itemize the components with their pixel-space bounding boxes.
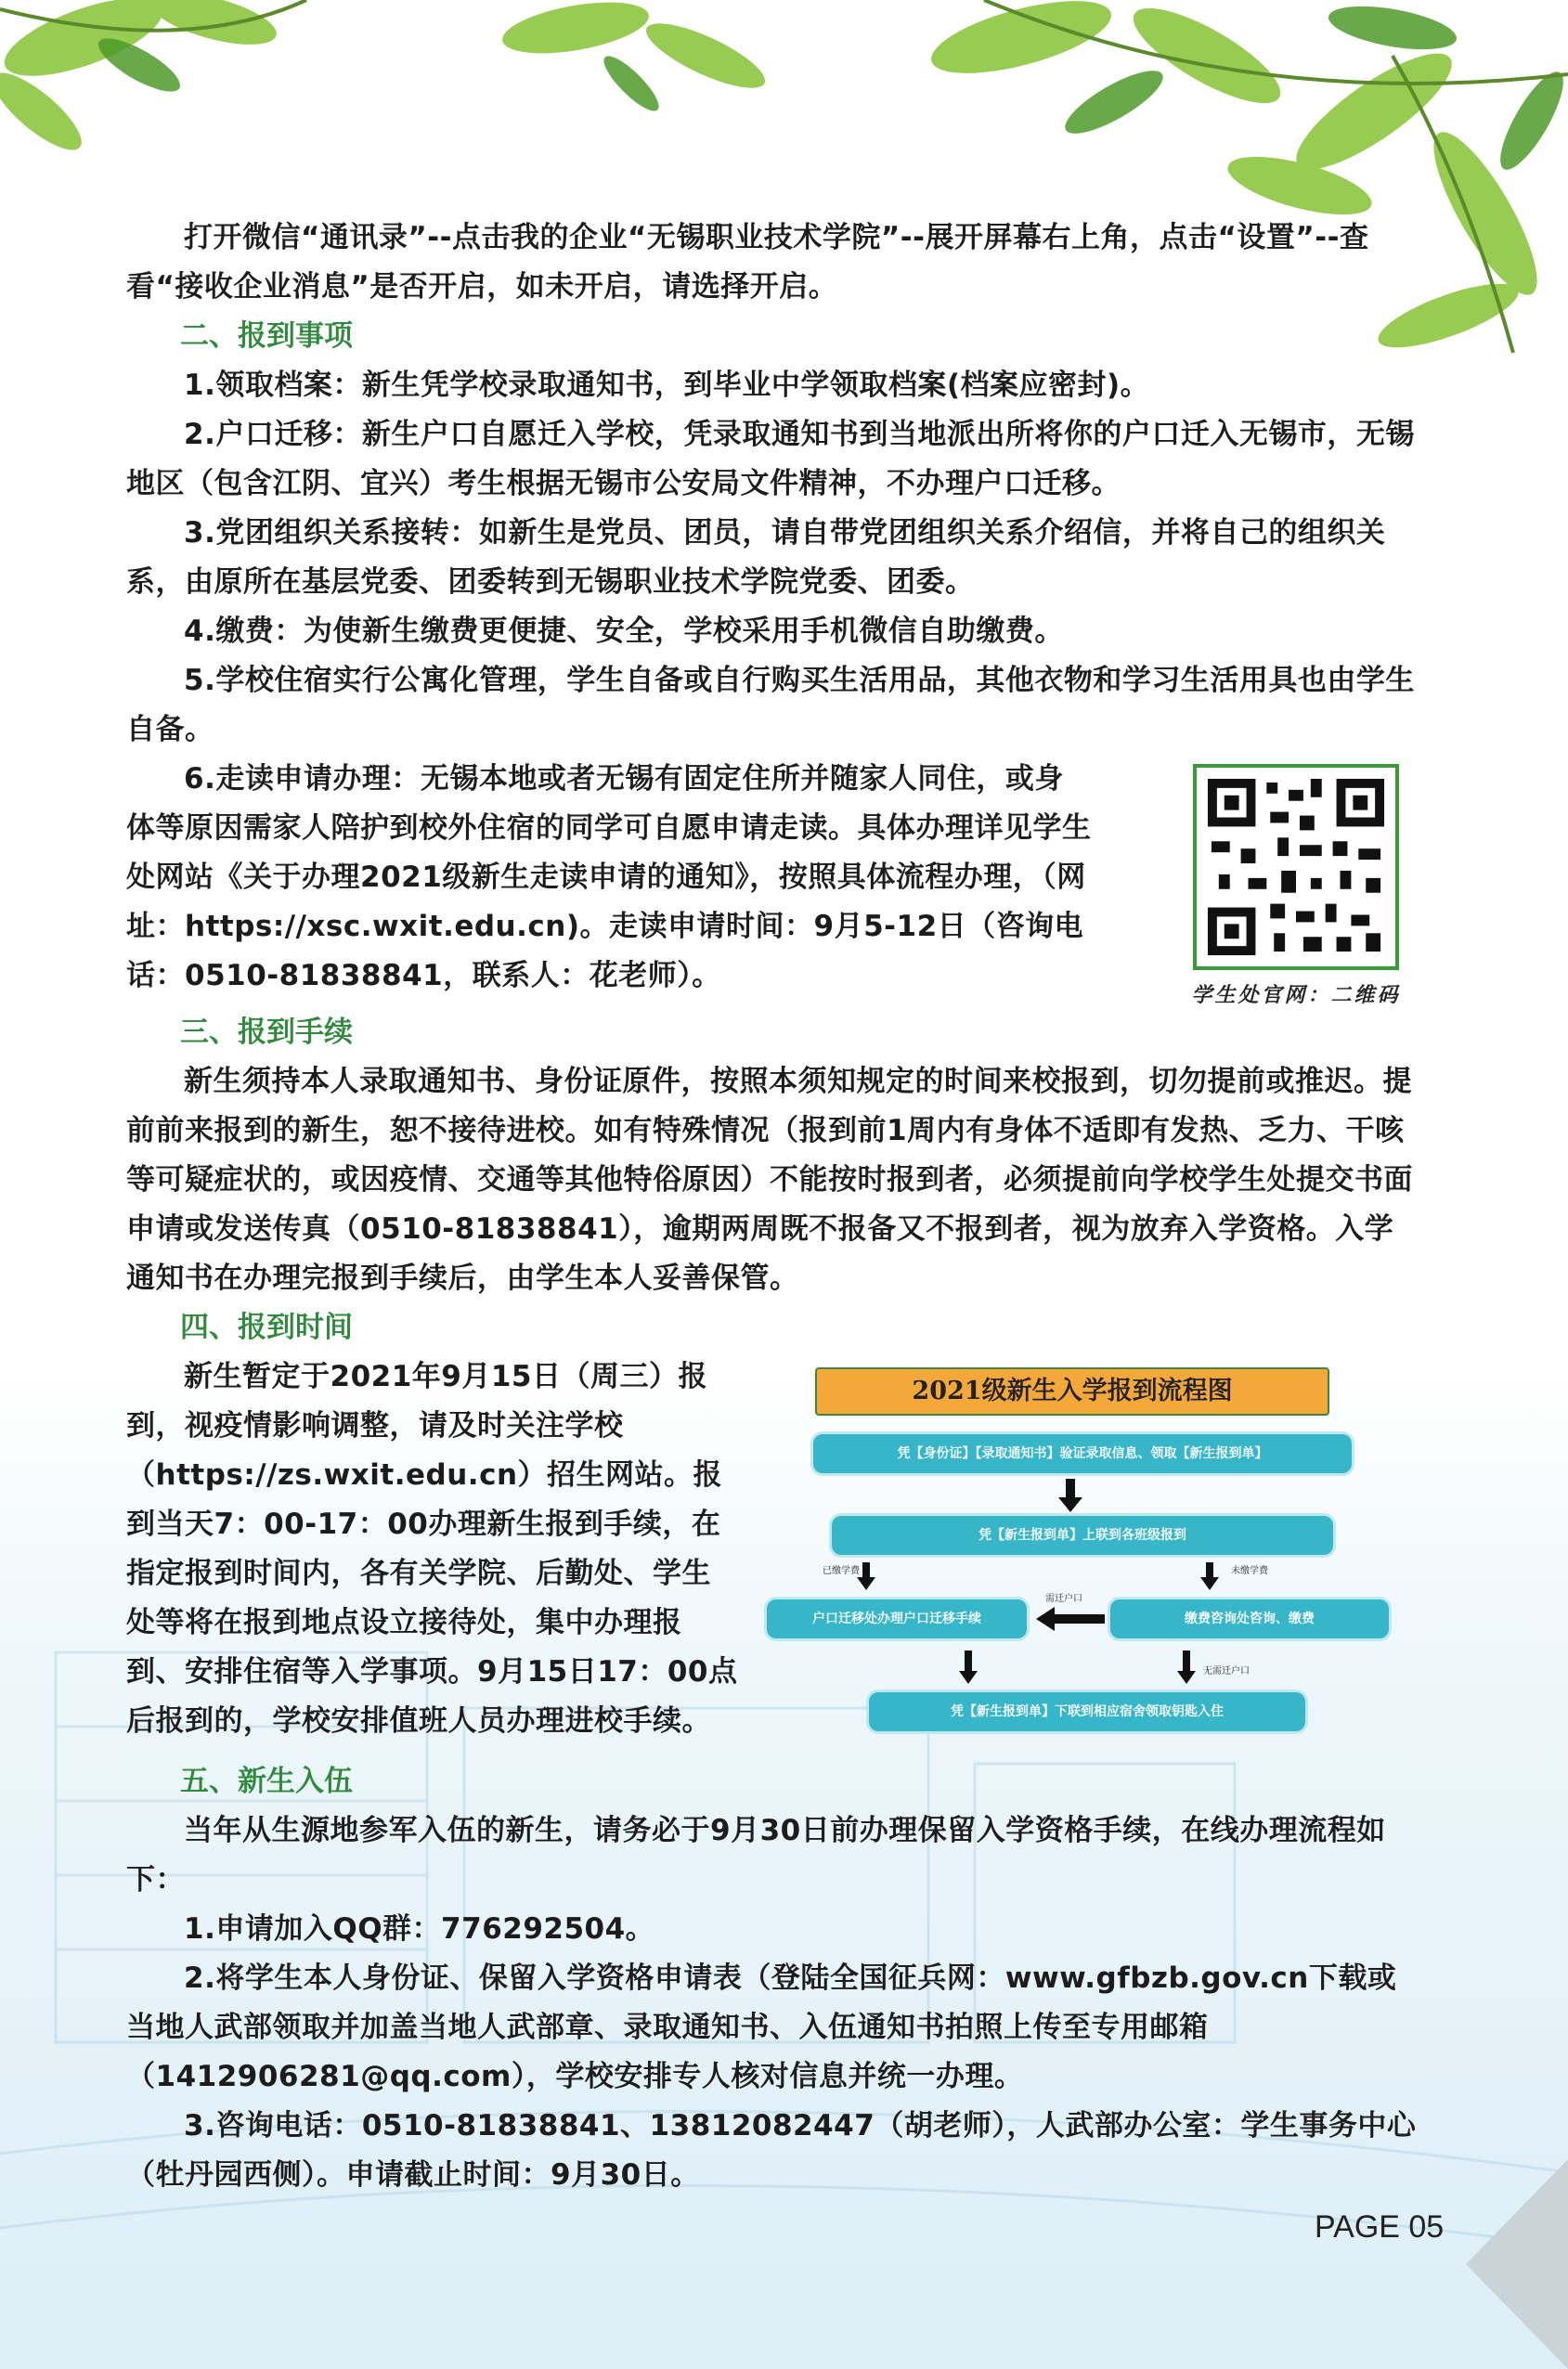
item-4: 4.缴费：为使新生缴费更便捷、安全，学校采用手机微信自助缴费。 (184, 615, 1064, 648)
qr-caption: 学生处官网：二维码 (1191, 983, 1401, 1007)
section-heading-registration-items: 二、报到事项 (180, 319, 353, 353)
page-corner-triangle (1466, 2159, 1568, 2369)
label-paid: 已缴学费 (823, 1566, 860, 1576)
enlistment-intro: 当年从生源地参军入伍的新生，请务必于9月30日前办理保留入学资格手续，在线办理流程如下： (126, 1814, 1386, 1896)
page-number: PAGE 05 (1315, 2209, 1445, 2245)
enlistment-item-3: 3.咨询电话：0510-81838841、13812082447（胡老师），人武部办公室：学生事务中心（牡丹园西侧）。申请截止时间：9月30日。 (126, 2109, 1417, 2192)
item-3: 3.党团组织关系接转：如新生是党员、团员，请自带党团组织关系介绍信，并将自己的组织关系，由原所在基层党委、团委转到无锡职业技术学院党委、团委。 (126, 516, 1386, 599)
label-no-hukou: 无需迁户口 (1203, 1666, 1250, 1676)
main-content (126, 214, 1417, 2200)
section-heading-procedures: 三、报到手续 (180, 1016, 353, 1049)
flow-hukou-box: 户口迁移处办理户口迁移手续 (767, 1599, 1027, 1638)
flow-step-2: 凭【新生报到单】上联到各班级报到 (832, 1516, 1333, 1555)
enlistment-item-2: 2.将学生本人身份证、保留入学资格申请表（登陆全国征兵网：www.gfbzb.gov.cn下载或当地人武部领取并加盖当地人武部章、录取通知书、入伍通知书拍照上传至专用邮箱（1412906281@qq.com），学校安排专人核对信息并统一办理。 (126, 1961, 1397, 2093)
flow-step-1: 凭【身份证】【录取通知书】验证录取信息、领取【新生报到单】 (813, 1434, 1352, 1473)
enlistment-item-1: 1.申请加入QQ群：776292504。 (184, 1912, 655, 1946)
item-6: 6.走读申请办理：无锡本地或者无锡有固定住所并随家人同住，或身体等原因需家人陪护到校外住宿的同学可自愿申请走读。具体办理详见学生处网站《关于办理2021级新生走读申请的通知》，按照具体流程办理，（网址：https://xsc.wxit.edu.cn)。走读申请时间：9月5-12日（咨询电话：0510-81838841，联系人：花老师）。 (126, 762, 1092, 992)
flow-final-step: 凭【新生报到单】下联到相应宿舍领取钥匙入住 (869, 1692, 1305, 1731)
label-hukou: 需迁户口 (1045, 1594, 1082, 1604)
section-heading-enlistment: 五、新生入伍 (180, 1765, 353, 1798)
flowchart-title: 2021级新生入学报到流程图 (815, 1367, 1329, 1416)
arrow-down-icon (1199, 1562, 1221, 1590)
arrow-down-icon (1056, 1479, 1084, 1512)
section-heading-time: 四、报到时间 (180, 1311, 353, 1344)
label-unpaid: 未缴学费 (1231, 1566, 1268, 1576)
commute-row (126, 755, 1417, 1008)
arrow-down-icon (1175, 1651, 1198, 1684)
item-2: 2.户口迁移：新生户口自愿迁入学校，凭录取通知书到当地派出所将你的户口迁入无锡市，无锡地区（包含江阴、宜兴）考生根据无锡市公安局文件精神，不办理户口迁移。 (126, 418, 1415, 500)
registration-flowchart (767, 1367, 1417, 1757)
arrow-down-icon (855, 1562, 877, 1590)
qr-code-icon (1193, 764, 1399, 970)
time-row (126, 1353, 1417, 1757)
item-5: 5.学校住宿实行公寓化管理，学生自备或自行购买生活用品，其他衣物和学习生活用具也由学生自备。 (126, 664, 1415, 746)
qr-block (1175, 764, 1417, 1008)
arrow-left-icon (1036, 1605, 1105, 1633)
procedures-text: 新生须持本人录取通知书、身份证原件，按照本须知规定的时间来校报到，切勿提前或推迟。提前前来报到的新生，恕不接待进校。如有特殊情况（报到前1周内有身体不适即有发热、乏力、干咳等可疑症状的，或因疫情、交通等其他特俗原因）不能按时报到者，必须提前向学校学生处提交书面申请或发送传真（0510-81838841），逾期两周既不报备又不报到者，视为放弃入学资格。入学通知书在办理完报到手续后，由学生本人妥善保管。 (126, 1065, 1413, 1295)
time-text: 新生暂定于2021年9月15日（周三）报到，视疫情影响调整，请及时关注学校（https://zs.wxit.edu.cn）招生网站。报到当天7：00-17：00办理新生报到手续，在指定报到时间内，各有关学院、后勤处、学生处等将在报到地点设立接待处，集中办理报到、安排住宿等入学事项。9月15日17：00点后报到的，学校安排值班人员办理进校手续。 (126, 1360, 738, 1738)
arrow-down-icon (957, 1651, 979, 1684)
intro-paragraph: 打开微信“通讯录”--点击我的企业“无锡职业技术学院”--展开屏幕右上角，点击“设置”--查看“接收企业消息”是否开启，如未开启，请选择开启。 (126, 221, 1369, 304)
item-1: 1.领取档案：新生凭学校录取通知书，到毕业中学领取档案(档案应密封)。 (184, 369, 1150, 402)
flow-fee-box: 缴费咨询处咨询、缴费 (1110, 1599, 1389, 1638)
